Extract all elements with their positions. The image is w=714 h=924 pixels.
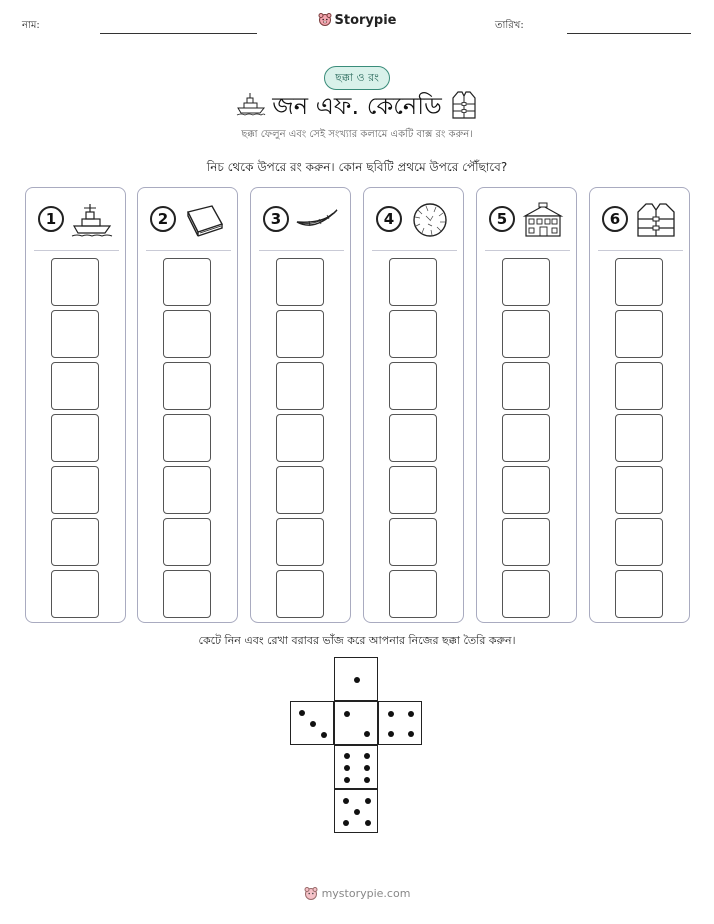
die-pip [299, 710, 305, 716]
color-box[interactable] [389, 362, 437, 410]
date-label: তারিখ: [495, 20, 524, 31]
die-face-1 [334, 657, 378, 701]
color-box[interactable] [276, 258, 324, 306]
column-1 [25, 187, 126, 623]
column-divider [485, 250, 570, 251]
color-box[interactable] [276, 310, 324, 358]
color-box[interactable] [163, 310, 211, 358]
brand-name: Storypie [334, 13, 397, 28]
die-pip [354, 809, 360, 815]
column-header [372, 202, 457, 242]
color-box[interactable] [615, 570, 663, 618]
color-box[interactable] [615, 518, 663, 566]
color-box[interactable] [163, 570, 211, 618]
column-number: 5 [489, 206, 515, 232]
column-number: 3 [263, 206, 289, 232]
column-header [259, 202, 344, 242]
column-number: 4 [376, 206, 402, 232]
color-box[interactable] [389, 310, 437, 358]
color-box[interactable] [276, 518, 324, 566]
die-pip [321, 732, 327, 738]
die-pip [344, 765, 350, 771]
column-divider [34, 250, 119, 251]
life-jacket-icon [450, 90, 478, 120]
die-pip [408, 731, 414, 737]
date-line[interactable] [567, 33, 691, 34]
column-divider [259, 250, 344, 251]
column-6 [589, 187, 690, 623]
color-box[interactable] [502, 466, 550, 514]
color-box[interactable] [51, 258, 99, 306]
die-pip [365, 798, 371, 804]
color-box[interactable] [163, 466, 211, 514]
die-pip [388, 711, 394, 717]
color-box[interactable] [389, 518, 437, 566]
color-box[interactable] [615, 310, 663, 358]
die-pip [364, 765, 370, 771]
color-box[interactable] [615, 414, 663, 462]
die-pip [354, 677, 360, 683]
instruction: নিচ থেকে উপরে রং করুন। কোন ছবিটি প্রথমে উপরে পৌঁছাবে? [206, 160, 508, 174]
die-pip [344, 753, 350, 759]
die-pip [364, 777, 370, 783]
die-face-6 [334, 745, 378, 789]
die-face-2 [334, 701, 378, 745]
storypie-logo-icon [318, 12, 332, 26]
color-box[interactable] [276, 570, 324, 618]
color-box[interactable] [389, 570, 437, 618]
color-box[interactable] [163, 414, 211, 462]
book-icon [182, 202, 226, 238]
brand [0, 12, 714, 28]
color-box[interactable] [51, 414, 99, 462]
color-box[interactable] [51, 570, 99, 618]
color-box[interactable] [163, 258, 211, 306]
column-header [598, 202, 683, 242]
coconut-icon [408, 202, 452, 238]
column-divider [146, 250, 231, 251]
die-face-5 [334, 789, 378, 833]
footer [0, 886, 714, 900]
die-pip [310, 721, 316, 727]
die-face-4 [378, 701, 422, 745]
column-5 [476, 187, 577, 623]
color-box[interactable] [276, 414, 324, 462]
category-badge: ছক্কা ও রং [324, 66, 390, 90]
die-pip [388, 731, 394, 737]
die-pip [343, 820, 349, 826]
color-box[interactable] [502, 570, 550, 618]
color-box[interactable] [276, 362, 324, 410]
die-pip [408, 711, 414, 717]
house-icon [521, 202, 565, 238]
die-pip [365, 820, 371, 826]
color-box[interactable] [51, 518, 99, 566]
column-4 [363, 187, 464, 623]
color-box[interactable] [389, 414, 437, 462]
color-box[interactable] [389, 466, 437, 514]
life-jacket-icon [634, 202, 678, 238]
column-divider [598, 250, 683, 251]
footer-url[interactable]: mystorypie.com [321, 887, 411, 900]
color-box[interactable] [502, 518, 550, 566]
column-number: 1 [38, 206, 64, 232]
column-number: 6 [602, 206, 628, 232]
color-box[interactable] [276, 466, 324, 514]
color-box[interactable] [502, 310, 550, 358]
subtitle: ছক্কা ফেলুন এবং সেই সংখ্যার কলামে একটি বাক্স রং করুন। [241, 129, 473, 140]
name-label: নাম: [22, 20, 40, 31]
column-header [34, 202, 119, 242]
page-title: জন এফ. কেনেডি [272, 92, 442, 120]
color-box[interactable] [163, 362, 211, 410]
color-box[interactable] [615, 258, 663, 306]
color-box[interactable] [51, 362, 99, 410]
canoe-icon [295, 202, 339, 238]
color-box[interactable] [389, 258, 437, 306]
column-header [146, 202, 231, 242]
die-pip [344, 777, 350, 783]
color-box[interactable] [51, 466, 99, 514]
ship-icon [70, 202, 114, 238]
color-box[interactable] [163, 518, 211, 566]
name-line[interactable] [100, 33, 257, 34]
die-pip [343, 798, 349, 804]
die-pip [364, 731, 370, 737]
column-2 [137, 187, 238, 623]
die-face-3 [290, 701, 334, 745]
column-header [485, 202, 570, 242]
color-box[interactable] [502, 414, 550, 462]
column-3 [250, 187, 351, 623]
storypie-logo-icon [304, 886, 318, 900]
color-box[interactable] [51, 310, 99, 358]
column-number: 2 [150, 206, 176, 232]
color-box[interactable] [502, 362, 550, 410]
cut-instruction: কেটে নিন এবং রেখা বরাবর ভাঁজ করে আপনার নিজের ছক্কা তৈরি করুন। [198, 634, 516, 647]
column-divider [372, 250, 457, 251]
color-box[interactable] [502, 258, 550, 306]
color-box[interactable] [615, 466, 663, 514]
die-pip [344, 711, 350, 717]
die-pip [364, 753, 370, 759]
color-box[interactable] [615, 362, 663, 410]
